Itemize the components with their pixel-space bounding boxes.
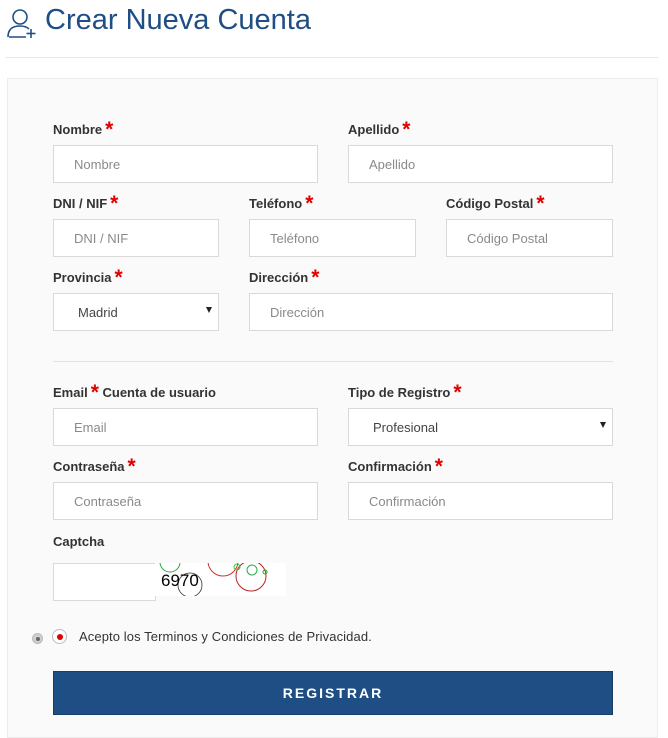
dropdown-arrow-icon <box>600 422 606 428</box>
required-marker: * <box>305 192 314 215</box>
tipo-registro-value: Profesional <box>373 420 439 435</box>
telefono-input[interactable] <box>249 219 416 257</box>
required-marker: * <box>311 266 320 289</box>
dni-label: DNI / NIF * <box>53 192 119 215</box>
codigo-postal-label: Código Postal * <box>446 192 545 215</box>
telefono-label: Teléfono * <box>249 192 314 215</box>
terms-accept-radio[interactable] <box>52 629 67 644</box>
confirmacion-label: Confirmación * <box>348 455 443 478</box>
contrasena-input[interactable] <box>53 482 318 520</box>
required-marker: * <box>127 455 136 478</box>
captcha-text: 6970 <box>161 571 199 590</box>
page-header <box>0 0 668 57</box>
required-marker: * <box>536 192 545 215</box>
dni-input[interactable] <box>53 219 219 257</box>
required-marker: * <box>110 192 119 215</box>
email-label: Email * Cuenta de usuario <box>53 381 216 404</box>
required-marker: * <box>402 118 411 141</box>
required-marker: * <box>90 381 99 404</box>
captcha-input[interactable] <box>53 563 156 601</box>
captcha-image <box>155 563 286 596</box>
terms-text: Acepto los Terminos y Condiciones de Privacidad. <box>79 629 372 644</box>
codigo-postal-input[interactable] <box>446 219 613 257</box>
required-marker: * <box>105 118 114 141</box>
confirmacion-input[interactable] <box>348 482 613 520</box>
page-title: Crear Nueva Cuenta <box>45 4 311 36</box>
required-marker: * <box>434 455 443 478</box>
email-label-suffix: Cuenta de usuario <box>102 385 216 400</box>
email-input[interactable] <box>53 408 318 446</box>
direccion-input[interactable] <box>249 293 613 331</box>
nombre-input[interactable] <box>53 145 318 183</box>
contrasena-label: Contraseña * <box>53 455 136 478</box>
provincia-label: Provincia * <box>53 266 123 289</box>
nombre-label: Nombre * <box>53 118 114 141</box>
terms-outer-radio[interactable] <box>32 633 43 644</box>
direccion-label: Dirección * <box>249 266 320 289</box>
section-divider <box>53 361 613 362</box>
registrar-button[interactable]: REGISTRAR <box>53 671 613 715</box>
tipo-registro-label: Tipo de Registro * <box>348 381 462 404</box>
tipo-registro-select[interactable] <box>348 408 613 446</box>
required-marker: * <box>114 266 123 289</box>
apellido-input[interactable] <box>348 145 613 183</box>
header-divider <box>6 57 658 58</box>
dropdown-arrow-icon <box>206 307 212 313</box>
captcha-label: Captcha <box>53 534 105 549</box>
apellido-label: Apellido * <box>348 118 411 141</box>
provincia-select[interactable] <box>53 293 219 331</box>
user-add-icon <box>6 7 38 39</box>
required-marker: * <box>453 381 462 404</box>
provincia-value: Madrid <box>78 305 118 320</box>
